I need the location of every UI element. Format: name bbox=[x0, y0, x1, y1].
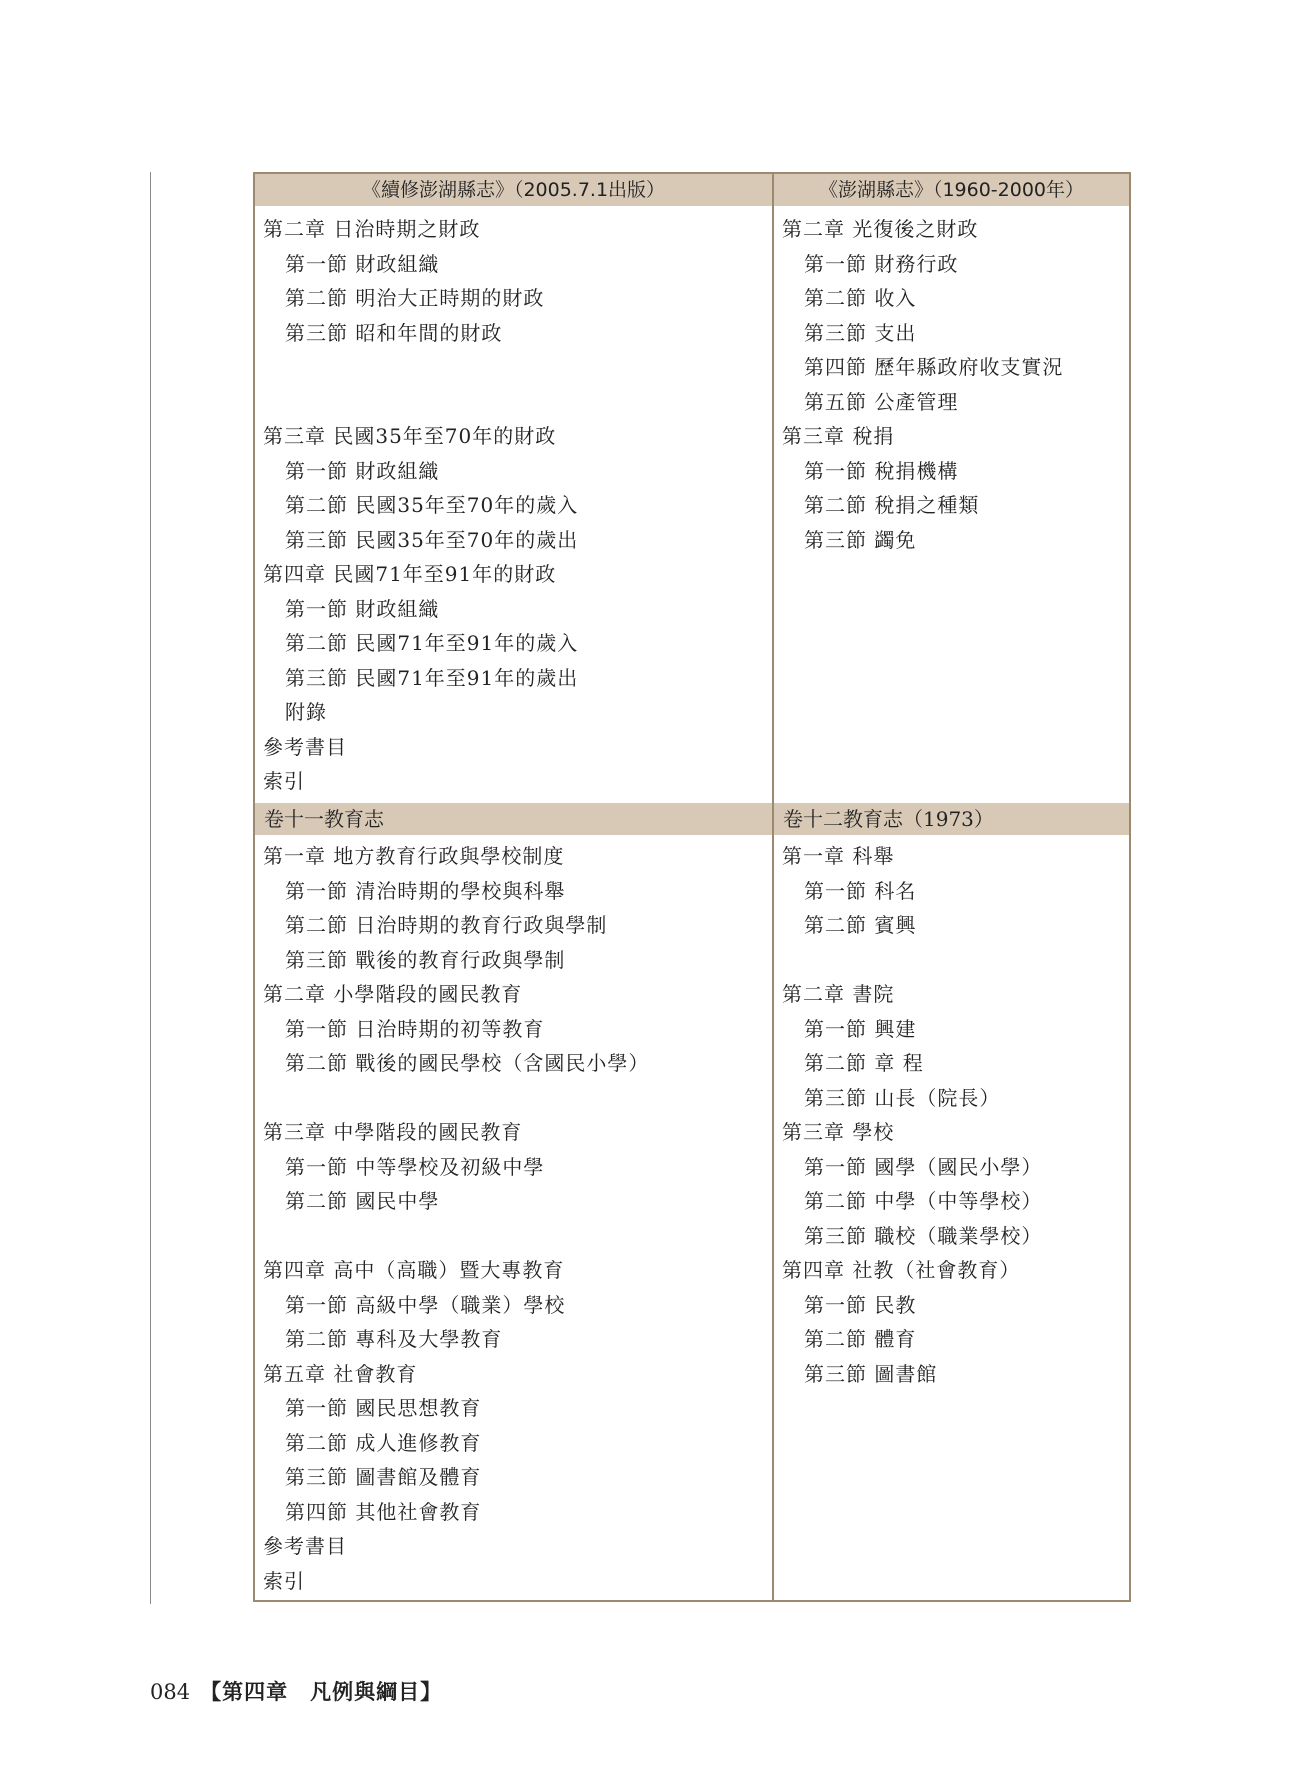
section-entry: 第一節 中等學校及初級中學 bbox=[285, 1154, 545, 1179]
section-entry: 第一節 清治時期的學校與科舉 bbox=[285, 878, 566, 903]
section-entry: 第三節 山長（院長） bbox=[804, 1085, 1001, 1110]
section-entry: 第二節 章 程 bbox=[804, 1051, 924, 1075]
section-entry: 第三節 職校（職業學校） bbox=[804, 1223, 1043, 1248]
section-entry: 附錄 bbox=[285, 700, 327, 724]
section-entry: 第二節 民國35年至70年的歲入 bbox=[285, 493, 579, 517]
subheader-left-title: 卷十一教育志 bbox=[264, 807, 384, 831]
section-entry: 第一節 財政組織 bbox=[285, 458, 440, 483]
section-entry: 第二節 日治時期的教育行政與學制 bbox=[285, 913, 608, 937]
section-entry: 第四節 其他社會教育 bbox=[285, 1499, 482, 1524]
chapter-entry: 第二章 小學階段的國民教育 bbox=[263, 982, 523, 1006]
section-entry: 第一節 興建 bbox=[804, 1016, 917, 1041]
section-entry: 第一節 科名 bbox=[804, 878, 917, 903]
section-entry: 第二節 賓興 bbox=[804, 913, 917, 937]
section-entry: 第五節 公產管理 bbox=[804, 389, 959, 414]
section-entry: 第一節 民教 bbox=[804, 1292, 917, 1317]
chapter-entry: 第五章 社會教育 bbox=[263, 1361, 418, 1386]
section-entry: 第二節 國民中學 bbox=[285, 1189, 440, 1213]
section-entry: 第三節 支出 bbox=[804, 320, 917, 345]
chapter-entry: 第一章 地方教育行政與學校制度 bbox=[263, 844, 565, 868]
header-cell-left bbox=[255, 174, 772, 206]
section-entry: 第三節 圖書館 bbox=[804, 1361, 938, 1386]
page-number: 084 bbox=[150, 1680, 191, 1704]
chapter-entry: 第三章 中學階段的國民教育 bbox=[263, 1120, 523, 1144]
section1-left-list bbox=[263, 212, 768, 797]
margin-rule bbox=[150, 172, 151, 1604]
section-entry: 第一節 財務行政 bbox=[804, 251, 959, 276]
section-entry: 第一節 國學（國民小學） bbox=[804, 1154, 1043, 1179]
section-entry: 第三節 昭和年間的財政 bbox=[285, 320, 503, 345]
chapter-title: 【第四章 凡例與綱目】 bbox=[200, 1679, 443, 1704]
section-entry: 第一節 國民思想教育 bbox=[285, 1396, 482, 1420]
chapter-entry: 第二章 日治時期之財政 bbox=[263, 217, 481, 241]
section-entry: 第三節 圖書館及體育 bbox=[285, 1465, 482, 1489]
section-entry: 第一節 財政組織 bbox=[285, 596, 440, 621]
chapter-entry: 參考書目 bbox=[263, 1534, 347, 1558]
section-entry: 第二節 民國71年至91年的歲入 bbox=[285, 631, 579, 655]
section1-right-list bbox=[782, 212, 1127, 797]
section-entry: 第二節 戰後的國民學校（含國民小學） bbox=[285, 1051, 650, 1075]
section-entry: 第三節 蠲免 bbox=[804, 527, 917, 552]
subheader-cell-right bbox=[774, 803, 1129, 835]
section-entry: 第一節 高級中學（職業）學校 bbox=[285, 1292, 566, 1317]
section-entry: 第二節 收入 bbox=[804, 286, 917, 310]
section2-left-list bbox=[263, 839, 768, 1599]
chapter-entry: 第二章 書院 bbox=[782, 982, 895, 1006]
header-right-title: 《澎湖縣志》（1960-2000年） bbox=[818, 179, 1085, 201]
section-entry: 第二節 專科及大學教育 bbox=[285, 1327, 503, 1351]
section2-right-list bbox=[782, 839, 1127, 1599]
section-entry: 第二節 稅捐之種類 bbox=[804, 493, 980, 517]
section-entry: 第三節 民國71年至91年的歲出 bbox=[285, 665, 579, 690]
chapter-entry: 參考書目 bbox=[263, 734, 347, 759]
chapter-entry: 索引 bbox=[263, 1568, 305, 1593]
comparison-table bbox=[253, 172, 1131, 1602]
column-divider bbox=[772, 174, 774, 1600]
header-cell-right bbox=[774, 174, 1129, 206]
chapter-entry: 第三章 稅捐 bbox=[782, 424, 895, 448]
section-entry: 第二節 中學（中等學校） bbox=[804, 1189, 1043, 1213]
chapter-entry: 第四章 高中（高職）暨大專教育 bbox=[263, 1258, 565, 1282]
page-footer bbox=[150, 1676, 442, 1706]
header-left-title: 《續修澎湖縣志》（2005.7.1出版） bbox=[361, 179, 666, 201]
section-entry: 第三節 戰後的教育行政與學制 bbox=[285, 947, 566, 972]
section-entry: 第一節 稅捐機構 bbox=[804, 458, 959, 483]
chapter-entry: 第三章 民國35年至70年的財政 bbox=[263, 424, 557, 448]
chapter-entry: 第一章 科舉 bbox=[782, 844, 895, 868]
subheader-cell-left bbox=[255, 803, 772, 835]
section-entry: 第四節 歷年縣政府收支實況 bbox=[804, 355, 1064, 379]
chapter-entry: 第四章 民國71年至91年的財政 bbox=[263, 562, 557, 586]
subheader-right-title: 卷十二教育志（1973） bbox=[783, 807, 994, 831]
chapter-entry: 索引 bbox=[263, 769, 305, 793]
section-entry: 第一節 日治時期的初等教育 bbox=[285, 1016, 545, 1041]
section-entry: 第一節 財政組織 bbox=[285, 251, 440, 276]
section-entry: 第二節 體育 bbox=[804, 1327, 917, 1351]
section-entry: 第二節 成人進修教育 bbox=[285, 1430, 482, 1455]
chapter-entry: 第二章 光復後之財政 bbox=[782, 217, 979, 241]
chapter-entry: 第三章 學校 bbox=[782, 1120, 895, 1144]
section-entry: 第二節 明治大正時期的財政 bbox=[285, 286, 545, 310]
chapter-entry: 第四章 社教（社會教育） bbox=[782, 1258, 1021, 1282]
section-entry: 第三節 民國35年至70年的歲出 bbox=[285, 527, 579, 552]
